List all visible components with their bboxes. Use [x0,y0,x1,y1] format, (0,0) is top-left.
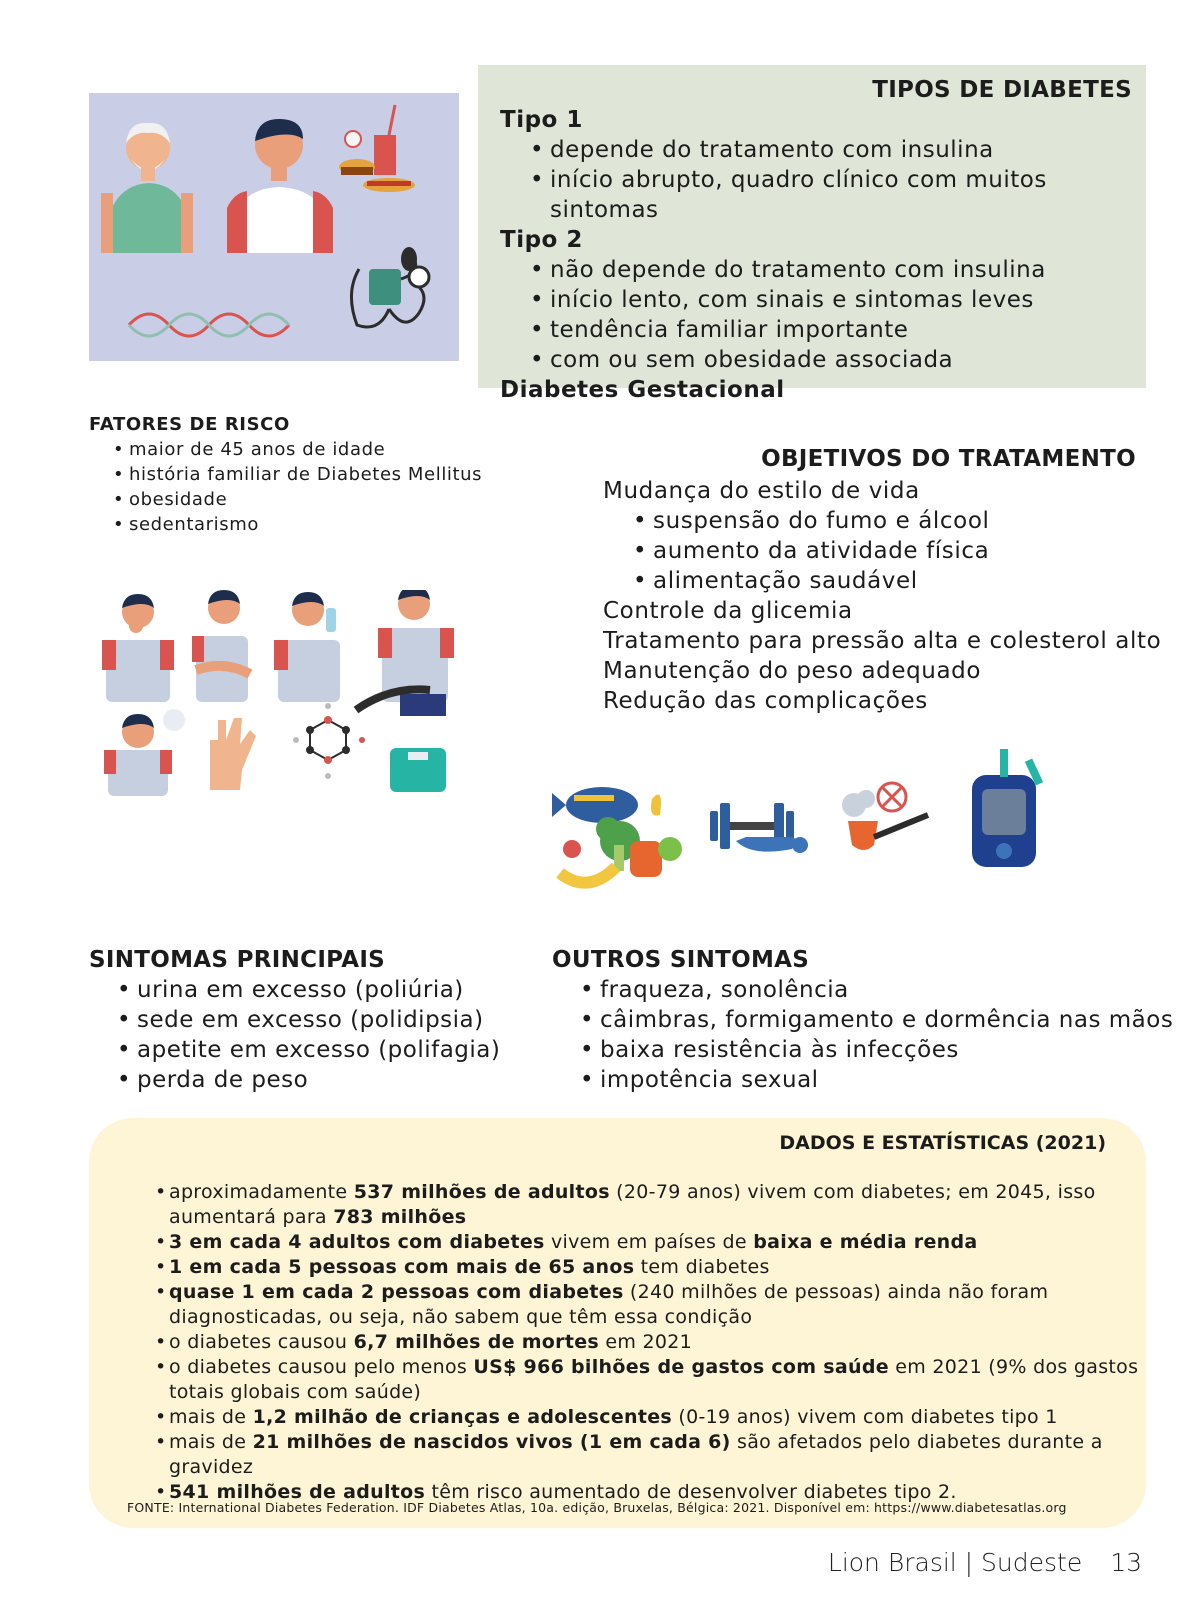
healthy-food-icon [552,787,682,883]
outros-title: OUTROS SINTOMAS [552,947,810,973]
list-item: • sedentarismo [129,512,482,537]
page-footer [828,1548,1142,1577]
blood-pressure-monitor-icon [351,247,429,327]
objetivos-section [603,476,1161,716]
objetivo-line: Manutenção do peso adequado [603,658,982,684]
losing-weight-man-icon [356,590,454,716]
stats-item: • 3 em cada 4 adultos com diabetes vivem em países de baixa e média renda [169,1230,1139,1255]
overweight-man-icon [227,119,333,253]
list-item: • alimentação saudável [653,566,1161,596]
stats-item: • aproximadamente 537 milhões de adultos (20-79 anos) vivem com diabetes; em 2045, isso aumentará para 783 milhões [169,1180,1139,1230]
list-item: • não depende do tratamento com insulina [550,255,1146,285]
objetivo-line: Controle da glicemia [603,598,853,624]
list-item: • início lento, com sinais e sintomas leves [550,285,1146,315]
list-item: • início abrupto, quadro clínico com muitos sintomas [550,165,1146,225]
outros-sintomas-section [552,945,1173,1095]
list-item: • tendência familiar importante [550,315,1146,345]
stats-item: • mais de 21 milhões de nascidos vivos (1 em cada 6) são afetados pelo diabetes durante a gravidez [169,1430,1139,1480]
list-item: • baixa resistência às infecções [600,1035,1173,1065]
coughing-man-icon [102,594,174,702]
list-item: • fraqueza, sonolência [600,975,1173,1005]
objetivo-line: Redução das complicações [603,688,928,714]
no-smoking-pipe-icon [842,783,928,850]
stats-item: • mais de 1,2 milhão de crianças e adolescentes (0-19 anos) vivem com diabetes tipo 1 [169,1405,1139,1430]
list-item: • com ou sem obesidade associada [550,345,1146,375]
stats-source: FONTE: International Diabetes Federation. IDF Diabetes Atlas, 10a. edição, Bruxelas, Bélgica: 2021. Disponível em: https://www.diabetesatlas.org [127,1500,1067,1515]
list-item: • obesidade [129,487,482,512]
publication-name: Lion Brasil | Sudeste [827,1548,1083,1577]
list-item: • apetite em excesso (polifagia) [137,1035,500,1065]
stats-box [89,1118,1146,1528]
tired-man-icon [192,590,250,702]
sintomas-principais-section [89,945,500,1095]
stats-item: • o diabetes causou 6,7 milhões de mortes em 2021 [169,1330,1139,1355]
objetivos-title: OBJETIVOS DO TRATAMENTO [761,446,1136,472]
list-item: • história familiar de Diabetes Mellitus [129,462,482,487]
numb-hand-icon [210,718,256,790]
list-item: • impotência sexual [600,1065,1173,1095]
dna-icon [129,314,289,336]
gestacional-heading: Diabetes Gestacional [500,377,785,403]
tipos-title: TIPOS DE DIABETES [872,77,1132,103]
list-item: • sede em excesso (polidipsia) [137,1005,500,1035]
list-item: • câimbras, formigamento e dormência nas mãos [600,1005,1173,1035]
list-item: • maior de 45 anos de idade [129,437,482,462]
sintomas-title: SINTOMAS PRINCIPAIS [89,947,386,973]
list-item: • perda de peso [137,1065,500,1095]
elderly-man-icon [101,123,193,253]
dumbbell-icon [710,803,808,853]
list-item: • aumento da atividade física [653,536,1161,566]
tipos-content [500,105,1146,405]
stats-item: • 541 milhões de adultos têm risco aumentado de desenvolver diabetes tipo 2. [169,1480,1139,1505]
objetivo-line: Tratamento para pressão alta e colesterol alto [603,628,1162,654]
tipo2-list [550,255,1146,375]
fatores-list [129,437,482,537]
stats-item: • quase 1 em cada 2 pessoas com diabetes (240 milhões de pessoas) ainda não foram diagnosticadas, ou seja, não sabem que têm essa condição [169,1280,1139,1330]
stats-item: • 1 em cada 5 pessoas com mais de 65 anos tem diabetes [169,1255,1139,1280]
page-number: 13 [1110,1548,1142,1577]
molecule-icon [293,703,365,779]
tipo1-list [550,135,1146,225]
fast-food-icon [339,105,415,192]
list-item: • suspensão do fumo e álcool [653,506,1161,536]
stats-item: • o diabetes causou pelo menos US$ 966 bilhões de gastos com saúde em 2021 (9% dos gastos totais globais com saúde) [169,1355,1139,1405]
list-item: • urina em excesso (poliúria) [137,975,500,1005]
fatores-risco-section [89,412,482,537]
sintomas-list [137,975,500,1095]
tipo2-heading: Tipo 2 [500,227,583,253]
glucose-meter-icon [972,749,1043,867]
objetivo-estilo-vida: Mudança do estilo de vida [603,478,920,504]
tipos-diabetes-box [478,65,1146,403]
risk-factors-illustration [89,93,459,361]
treatment-icons [552,745,1112,895]
sleepy-man-icon [104,709,185,796]
fatores-title: FATORES DE RISCO [89,414,290,435]
stats-title: DADOS E ESTATÍSTICAS (2021) [779,1132,1106,1154]
estilo-vida-list [653,506,1161,596]
list-item: • depende do tratamento com insulina [550,135,1146,165]
scale-icon [390,748,446,792]
symptoms-illustration [100,590,470,830]
drinking-man-icon [274,592,340,702]
outros-list [600,975,1173,1095]
stats-list [169,1180,1139,1505]
tipo1-heading: Tipo 1 [500,107,583,133]
